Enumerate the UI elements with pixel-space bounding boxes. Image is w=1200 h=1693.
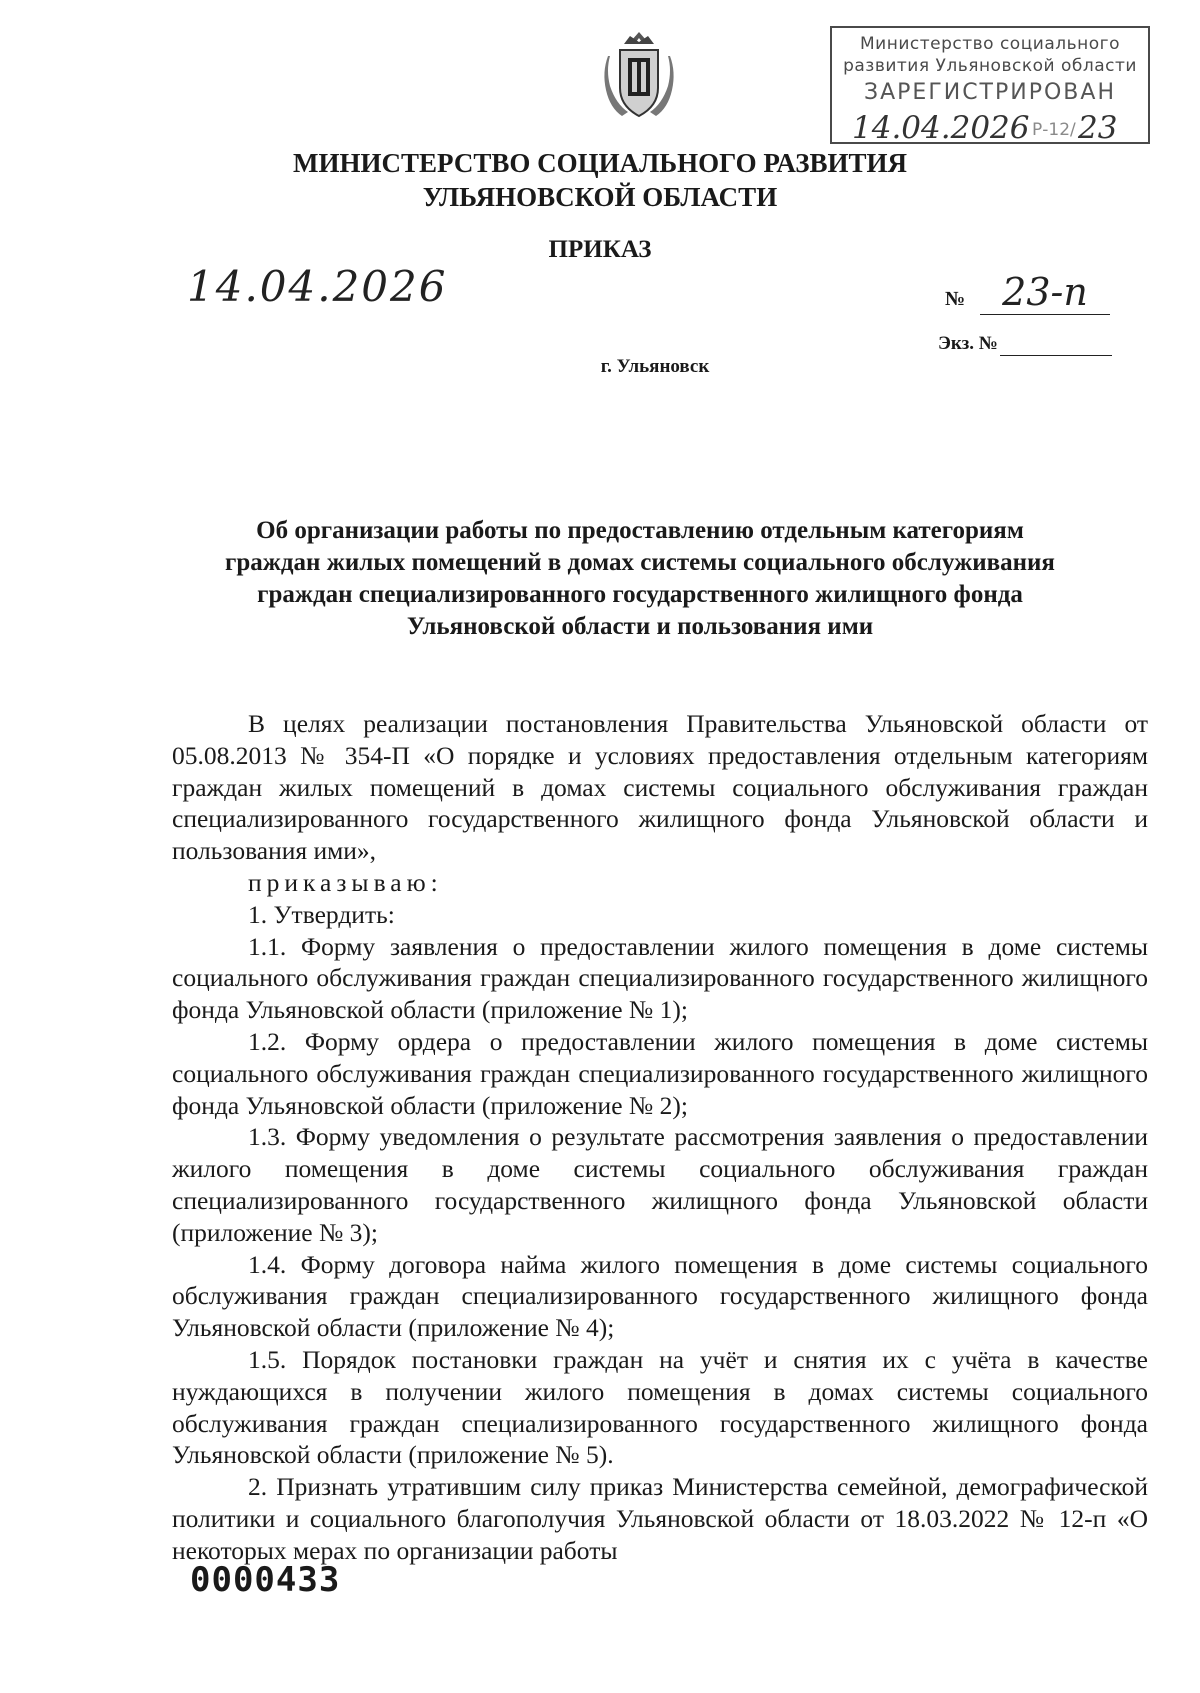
stamp-registered-label: ЗАРЕГИСТРИРОВАН	[864, 80, 1116, 105]
stamp-org-line2: развития Ульяновской области	[843, 56, 1137, 76]
document-body	[172, 708, 1148, 1567]
number-label: №	[945, 288, 966, 310]
document-type: ПРИКАЗ	[548, 236, 652, 263]
ministry-line2: УЛЬЯНОВСКОЙ ОБЛАСТИ	[422, 182, 778, 212]
stamp-registration-date: 14.04.2026	[852, 110, 1030, 146]
paragraph-item-1-5: 1.5. Порядок постановки граждан на учёт и снятия их с учёта в качестве нуждающихся в получении жилого помещения в домах системы социального обслуживания граждан специализированного государственного жилищного фонда Ульяновской области (приложение № 5).	[172, 1344, 1148, 1470]
registration-stamp	[830, 26, 1150, 144]
stamp-registration-row	[832, 104, 1148, 146]
title-line2: граждан жилых помещений в домах системы социального обслуживания	[225, 549, 1055, 576]
title-line1: Об организации работы по предоставлению отдельным категориям	[256, 517, 1024, 544]
coat-of-arms-icon	[602, 30, 676, 122]
paragraph-item-1-4: 1.4. Форму договора найма жилого помещения в доме системы социального обслуживания граждан специализированного государственного жилищного фонда Ульяновской области (приложение № 4);	[172, 1249, 1148, 1343]
paragraph-order-word: приказываю:	[248, 867, 443, 897]
document-serial-number: 0000433	[190, 1560, 341, 1600]
order-number: 23-п	[980, 270, 1110, 315]
paragraph-item-1-2: 1.2. Форму ордера о предоставлении жилого помещения в доме системы социального обслуживания граждан специализированного государственного жилищного фонда Ульяновской области (приложение № 2);	[172, 1026, 1148, 1120]
document-title	[170, 515, 1110, 643]
paragraph-item-1-1: 1.1. Форму заявления о предоставлении жилого помещения в доме системы социального обслуживания граждан специализированного государственного жилищного фонда Ульяновской области (приложение № 1);	[172, 931, 1148, 1025]
title-line4: Ульяновской области и пользования ими	[406, 613, 874, 640]
paragraph-item-2: 2. Признать утратившим силу приказ Министерства семейной, демографической политики и социального благополучия Ульяновской области от 18.03.2022 № 12-п «О некоторых мерах по организации работы	[172, 1472, 1148, 1565]
title-line3: граждан специализированного государственного жилищного фонда	[257, 581, 1023, 608]
city: г. Ульяновск	[600, 356, 710, 377]
ministry-line1: МИНИСТЕРСТВО СОЦИАЛЬНОГО РАЗВИТИЯ	[293, 148, 907, 178]
handwritten-date: 14.04.2026	[187, 262, 448, 311]
stamp-org-line1: Министерство социального	[860, 34, 1120, 54]
paragraph-item-1-3: 1.3. Форму уведомления о результате рассмотрения заявления о предоставлении жилого помещения в доме системы социального обслуживания граждан специализированного государственного жилищного фонда Ульяновской области (приложение № 3);	[172, 1122, 1148, 1247]
ministry-name	[0, 146, 1200, 214]
paragraph-preamble: В целях реализации постановления Правительства Ульяновской области от 05.08.2013 № 354-П «О порядке и условиях предоставления отдельным категориям граждан жилых помещений в домах системы социального обслуживания граждан специализированного государственного жилищного фонда Ульяновской области и пользования ими»,	[172, 709, 1148, 866]
paragraph-item-1: 1. Утвердить:	[248, 899, 395, 929]
stamp-registration-number: 23	[1078, 110, 1118, 146]
copy-number-label: Экз. №	[938, 333, 998, 354]
stamp-registration-prefix: Р-12/	[1032, 120, 1076, 140]
